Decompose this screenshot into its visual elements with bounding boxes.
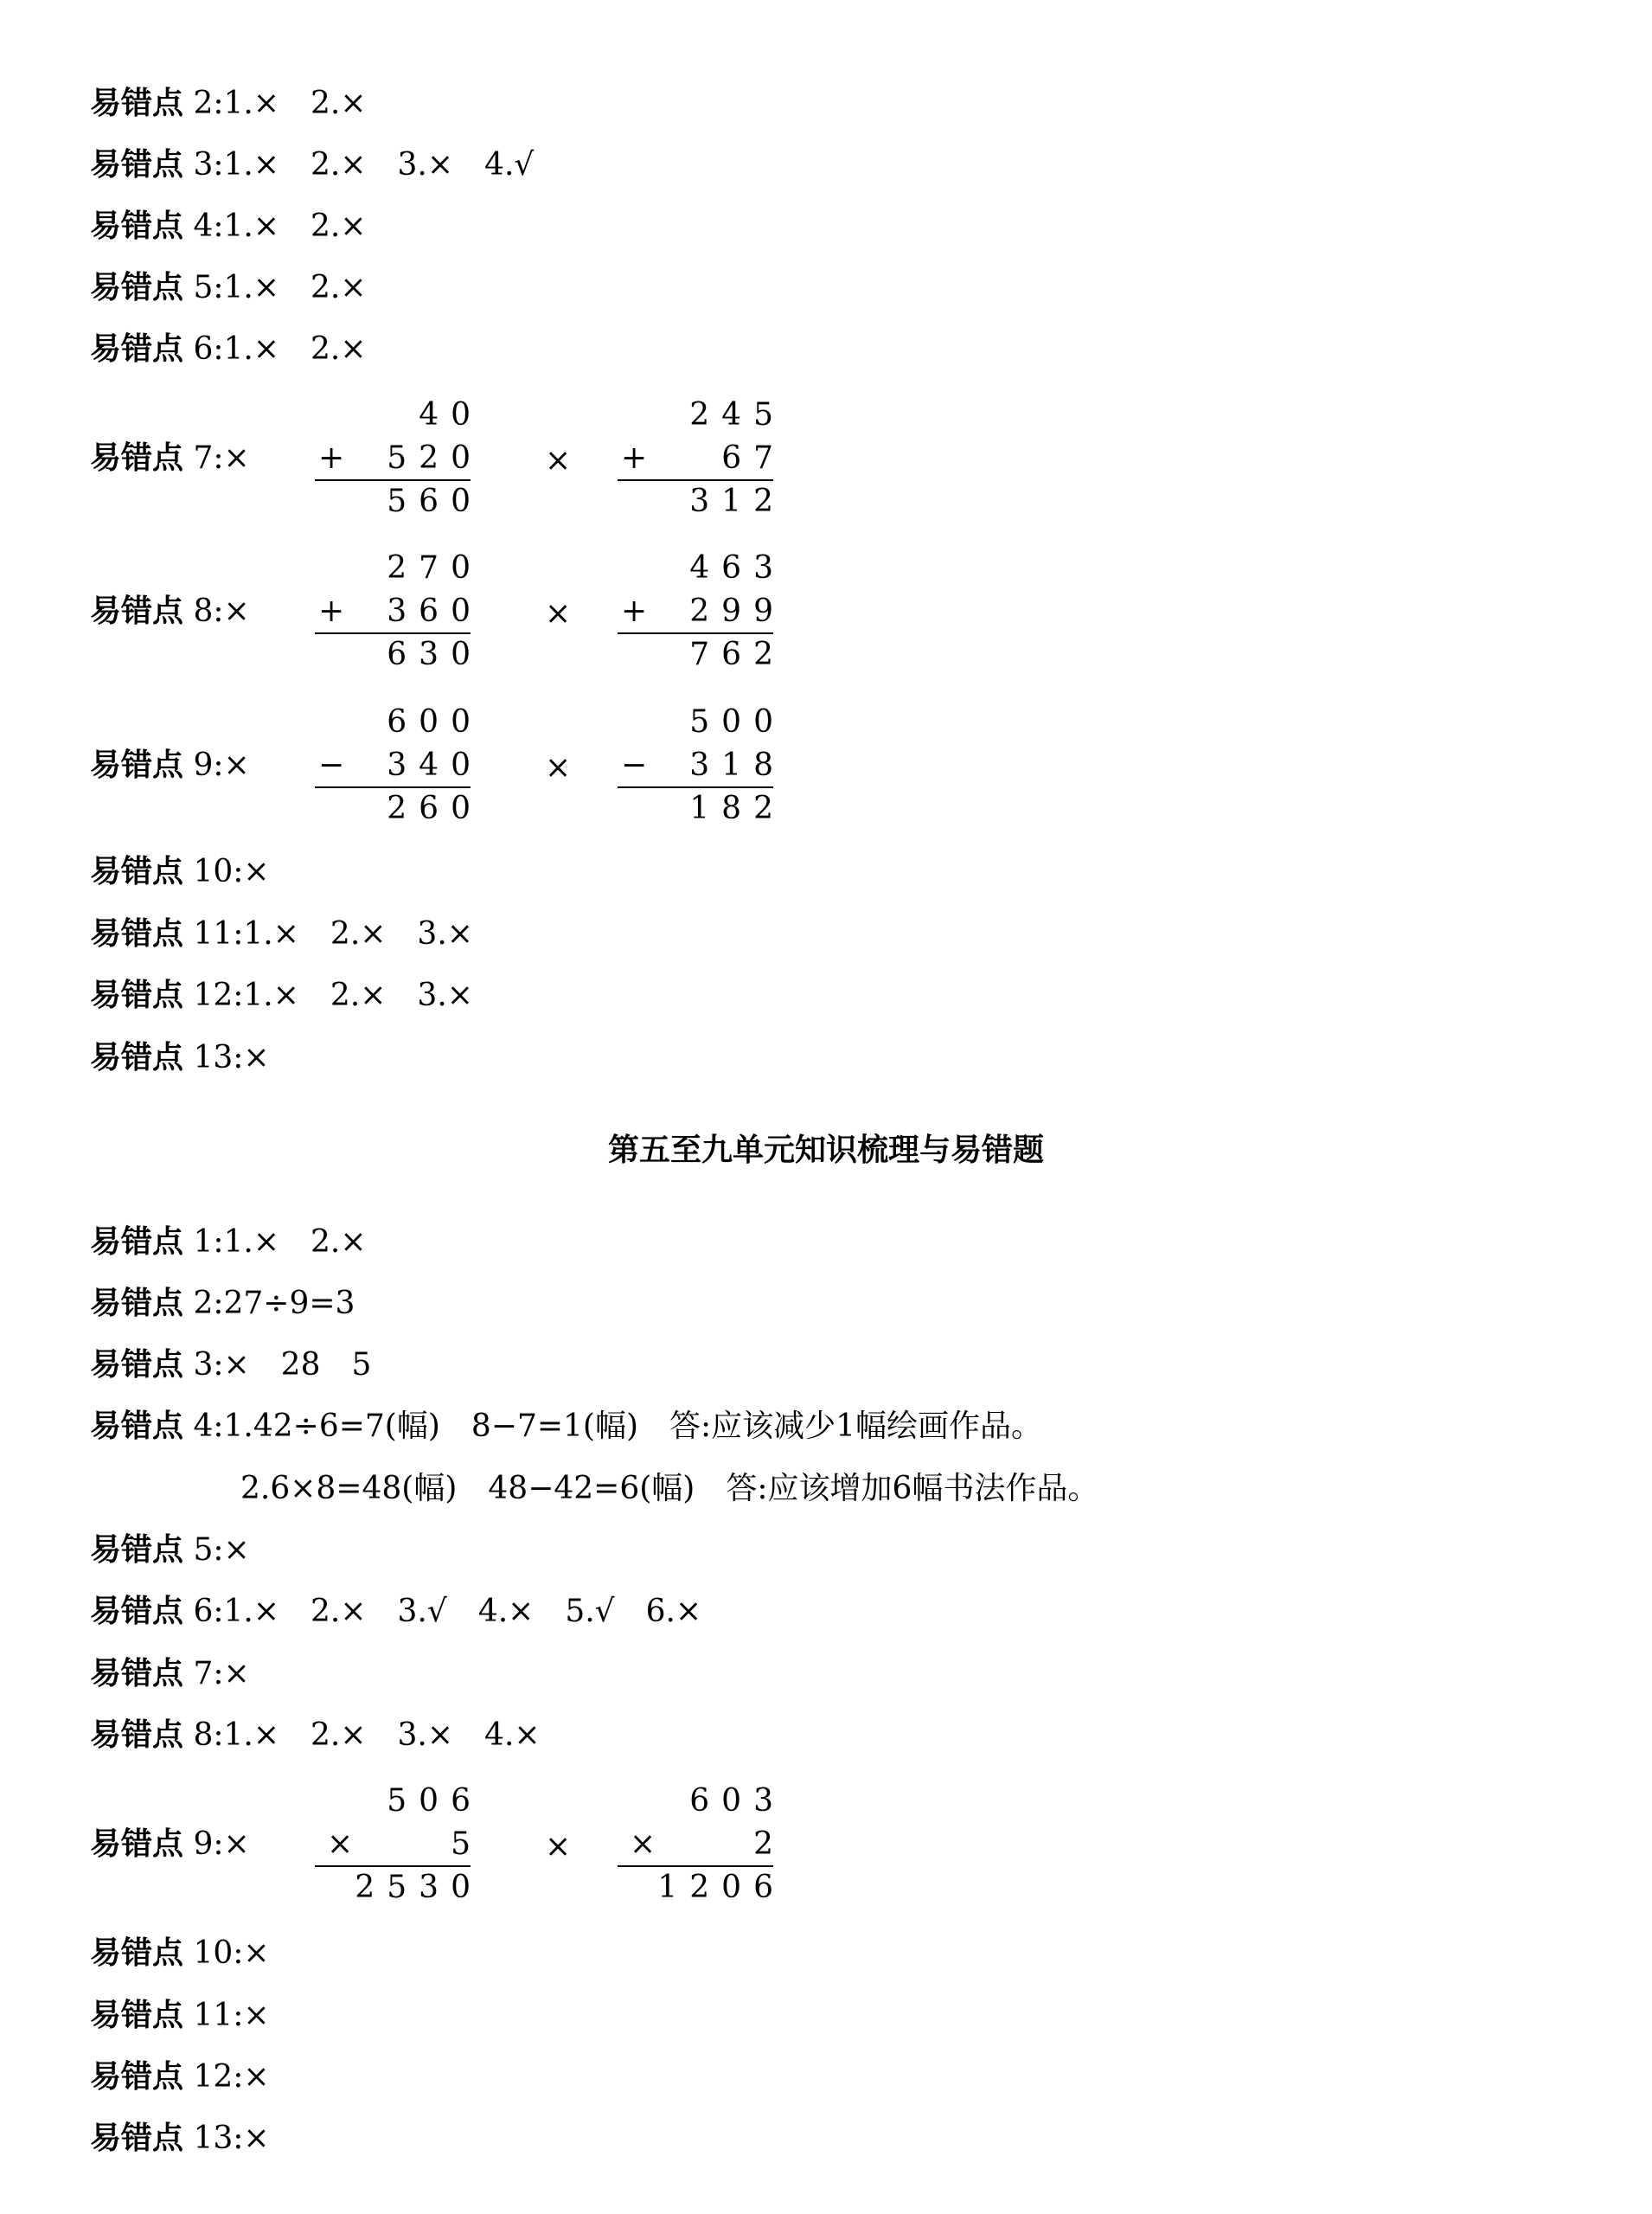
item-6: [90, 1596, 701, 1627]
section-title: 第五至九单元知识梳理与易错题: [607, 1133, 1044, 1168]
item-answer: 3:× 28 5: [193, 1347, 372, 1383]
item-label: 易错点: [90, 1717, 184, 1753]
item-answer: 11:×: [193, 1998, 270, 2033]
item-10: [90, 854, 270, 889]
item-label: 易错点: [90, 147, 184, 183]
calc-top: 463: [689, 550, 785, 586]
calc-result: 182: [689, 791, 785, 826]
calc-top: 603: [689, 1783, 785, 1819]
item-label: 易错点: [90, 86, 184, 121]
calc-operator: ×: [327, 1826, 354, 1862]
calc-operand: 360: [387, 594, 483, 629]
calc-rule: [315, 479, 471, 481]
calc-result: 630: [387, 637, 483, 672]
item-12: [90, 2059, 270, 2095]
item-answer: 4:1.× 2.×: [193, 209, 367, 244]
item-answer: 12:1.× 2.× 3.×: [193, 978, 473, 1013]
calc-operator: +: [621, 440, 648, 476]
item-11: [90, 916, 473, 952]
item-answer: 10:×: [193, 1935, 270, 1971]
item-4-part-2: [240, 1473, 1098, 1505]
calc-result: 560: [387, 484, 483, 519]
item-label: 易错点: [90, 1347, 184, 1383]
wrong-mark: ×: [545, 596, 572, 632]
calc-result: 2530: [355, 1870, 483, 1905]
item-8: [90, 1717, 541, 1753]
item-label: 易错点: [90, 209, 184, 244]
item-label: 易错点: [90, 1224, 184, 1260]
item-answer: 6:1.× 2.×: [193, 331, 367, 367]
item-answer: 5:×: [193, 1532, 250, 1568]
item-label: 易错点: [90, 2059, 184, 2095]
calc-operand: 520: [387, 440, 483, 476]
calc-result: 762: [689, 637, 785, 672]
item-label: 易错点: [90, 2121, 184, 2156]
item-answer: 12:×: [193, 2059, 270, 2095]
item-6: [90, 331, 367, 367]
item-5: [90, 270, 367, 305]
item-label: 易错点: [90, 331, 184, 367]
item-label: 易错点: [90, 1935, 184, 1971]
calc-result: 260: [387, 791, 483, 826]
item-4: [90, 211, 367, 242]
calc-rule: [315, 1865, 471, 1867]
item-12: [90, 980, 473, 1011]
calc-rule: [315, 632, 471, 634]
item-8: [90, 596, 250, 627]
item-label: 易错点: [90, 440, 184, 476]
item-13: [90, 1040, 270, 1075]
item-answer: 13:×: [193, 1040, 270, 1075]
item-13: [90, 2123, 270, 2154]
calc-rule: [618, 479, 773, 481]
calc-operator: +: [318, 440, 345, 476]
item-answer: 11:1.× 2.× 3.×: [193, 916, 473, 952]
item-label: 易错点: [90, 1532, 184, 1568]
item-4: [90, 1411, 1042, 1442]
item-answer: 1:1.× 2.×: [193, 1224, 367, 1260]
calc-rule: [618, 632, 773, 634]
item-1: [90, 1224, 367, 1260]
item-3: [90, 147, 535, 183]
item-11: [90, 2000, 270, 2031]
calc-operator: +: [621, 594, 648, 629]
item-answer: 5:1.× 2.×: [193, 270, 367, 305]
item-answer: 2.6×8=48(幅) 48−42=6(幅) 答:应该增加6幅书法作品。: [240, 1471, 1099, 1506]
calc-operand: 5: [451, 1826, 483, 1862]
item-label: 易错点: [90, 916, 184, 952]
calc-operand: 2: [753, 1826, 785, 1862]
calc-operator: ×: [630, 1826, 656, 1862]
item-7: [90, 440, 250, 476]
item-answer: 10:×: [193, 854, 270, 889]
wrong-mark: ×: [545, 443, 572, 478]
item-label: 易错点: [90, 1998, 184, 2033]
item-answer: 9:×: [193, 748, 250, 783]
item-answer: 2:27÷9=3: [193, 1286, 355, 1321]
item-answer: 4:1.42÷6=7(幅) 8−7=1(幅) 答:应该减少1幅绘画作品。: [193, 1409, 1043, 1444]
calc-result: 1206: [657, 1870, 785, 1905]
item-10: [90, 1935, 270, 1971]
calc-operand: 299: [689, 594, 785, 629]
item-label: 易错点: [90, 1594, 184, 1629]
calc-operator: −: [621, 748, 648, 783]
item-label: 易错点: [90, 1409, 184, 1444]
item-label: 易错点: [90, 270, 184, 305]
calc-operand: 67: [721, 440, 785, 476]
item-answer: 9:×: [193, 1826, 250, 1862]
item-5: [90, 1532, 250, 1568]
item-9: [90, 1826, 250, 1862]
item-2: [90, 88, 367, 119]
item-label: 易错点: [90, 854, 184, 889]
item-2: [90, 1288, 355, 1319]
calc-operator: +: [318, 594, 345, 629]
item-7: [90, 1656, 250, 1691]
item-label: 易错点: [90, 978, 184, 1013]
calc-top: 600: [387, 704, 483, 740]
calc-top: 500: [689, 704, 785, 740]
item-label: 易错点: [90, 1826, 184, 1862]
wrong-mark: ×: [545, 750, 572, 786]
item-label: 易错点: [90, 1656, 184, 1691]
calc-rule: [618, 1865, 773, 1867]
item-answer: 2:1.× 2.×: [193, 86, 367, 121]
calc-operand: 340: [387, 748, 483, 783]
calc-operand: 318: [689, 748, 785, 783]
calc-operator: −: [318, 748, 345, 783]
calc-top: 506: [387, 1783, 483, 1819]
item-answer: 13:×: [193, 2121, 270, 2156]
wrong-mark: ×: [545, 1829, 572, 1864]
item-label: 易错点: [90, 594, 184, 629]
calc-top: 245: [689, 397, 785, 433]
calc-top: 270: [387, 550, 483, 586]
item-answer: 7:×: [193, 1656, 250, 1691]
item-label: 易错点: [90, 1040, 184, 1075]
calc-rule: [315, 786, 471, 788]
item-answer: 6:1.× 2.× 3.√ 4.× 5.√ 6.×: [193, 1594, 702, 1629]
calc-result: 312: [689, 484, 785, 519]
calc-rule: [618, 786, 773, 788]
calc-top: 40: [419, 397, 483, 433]
item-answer: 7:×: [193, 440, 250, 476]
item-3: [90, 1347, 372, 1383]
item-9: [90, 750, 250, 781]
item-label: 易错点: [90, 1286, 184, 1321]
item-answer: 3:1.× 2.× 3.× 4.√: [193, 147, 535, 183]
item-label: 易错点: [90, 748, 184, 783]
item-answer: 8:1.× 2.× 3.× 4.×: [193, 1717, 541, 1753]
item-answer: 8:×: [193, 594, 250, 629]
